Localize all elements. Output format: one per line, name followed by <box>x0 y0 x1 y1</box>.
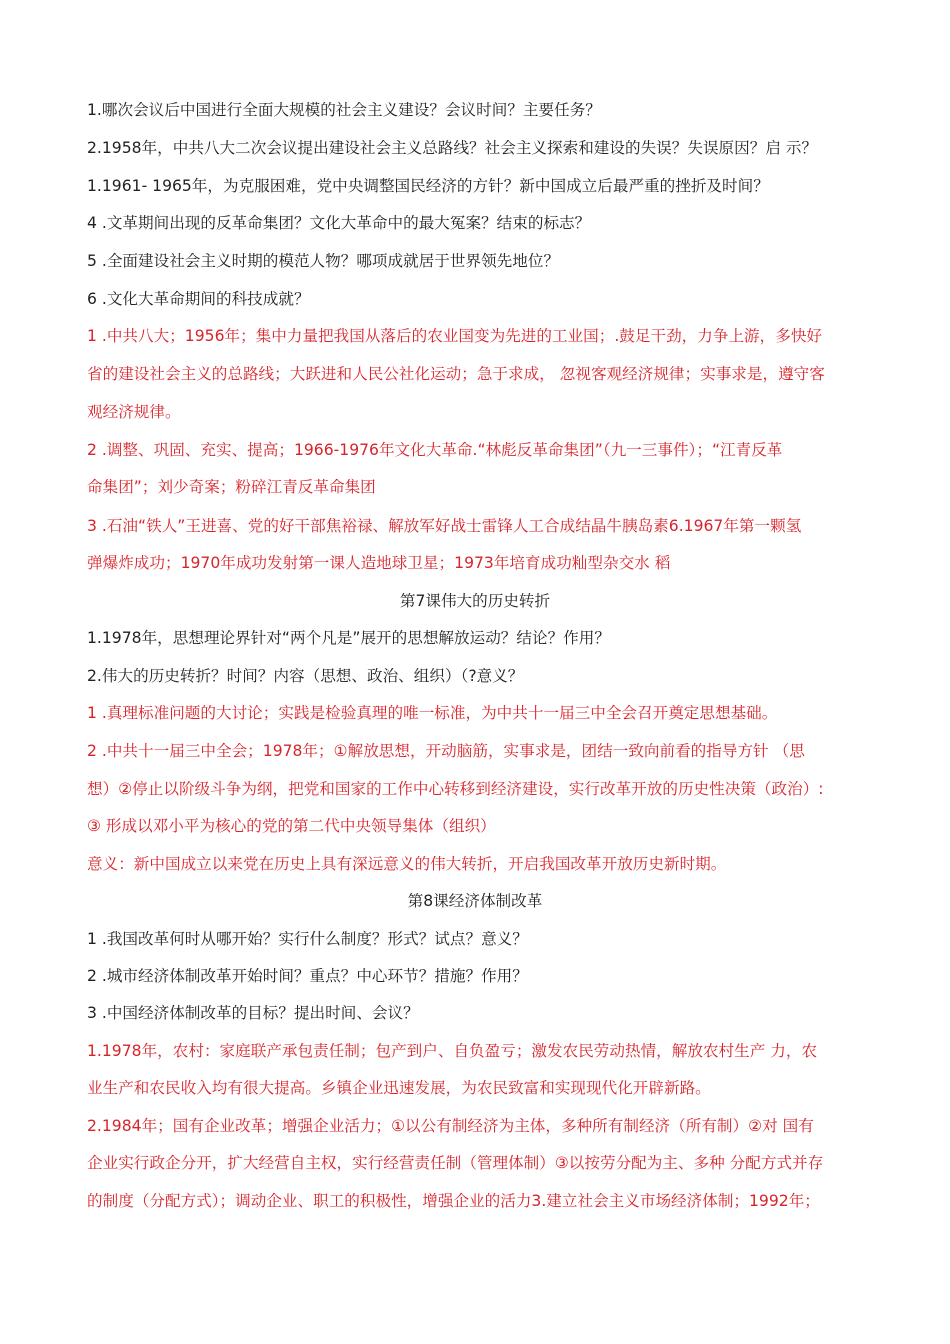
question-line: 3 .中国经济体制改革的目标？提出时间、会议？ <box>87 1004 419 1022</box>
question-line: 5 .全面建设社会主义时期的模范人物？哪项成就居于世界领先地位？ <box>87 252 560 270</box>
answer-line: 1.1978年，农村：家庭联产承包责任制；包产到户、自负盈亏；激发农民劳动热情，解放农村生产 力，农 <box>87 1042 818 1060</box>
answer-line: 2 .中共十一届三中全会；1978年；①解放思想，开动脑筋，实事求是，团结一致向前看的指导方针 （思 <box>87 742 805 760</box>
question-line: 1.哪次会议后中国进行全面大规模的社会主义建设？会议时间？主要任务？ <box>87 101 601 119</box>
question-line: 1.1961- 1965年，为克服困难，党中央调整国民经济的方针？新中国成立后最严重的挫折及时间？ <box>87 177 769 195</box>
answer-line: 的制度（分配方式）；调动企业、职工的积极性，增强企业的活力3.建立社会主义市场经济体制；1992年； <box>87 1192 820 1210</box>
answer-line: 企业实行政企分开，扩大经营自主权，实行经营责任制（管理体制）③以按劳分配为主、多种 分配方式并存 <box>87 1154 824 1172</box>
answer-line: 省的建设社会主义的总路线；大跃进和人民公社化运动；急于求成， 忽视客观经济规律；实事求是，遵守客 <box>87 365 825 383</box>
question-line: 2 .城市经济体制改革开始时间？重点？中心环节？措施？作用？ <box>87 967 528 985</box>
answer-line: 观经济规律。 <box>87 403 181 421</box>
answer-line: 业生产和农民收入均有很大提高。乡镇企业迅速发展，为农民致富和实现现代化开辟新路。 <box>87 1079 711 1097</box>
answer-line: 1 .中共八大；1956年；集中力量把我国从落后的农业国变为先进的工业国；.鼓足干劲，力争上游，多快好 <box>87 327 823 345</box>
answer-line: 2.1984年；国有企业改革；增强企业活力；①以公有制经济为主体，多种所有制经济（所有制）②对 国有 <box>87 1117 814 1135</box>
question-line: 2.1958年，中共八大二次会议提出建设社会主义总路线？社会主义探索和建设的失误？失误原因？启 示？ <box>87 139 818 157</box>
section-heading: 第7课伟大的历史转折 <box>399 592 551 610</box>
question-line: 6 .文化大革命期间的科技成就？ <box>87 290 310 308</box>
answer-line: ③ 形成以邓小平为核心的党的第二代中央领导集体（组织） <box>87 817 496 835</box>
question-line: 4 .文革期间出现的反革命集团？文化大革命中的最大冤案？结束的标志？ <box>87 214 591 232</box>
answer-line: 1 .真理标准问题的大讨论；实践是检验真理的唯一标准，为中共十一届三中全会召开奠定思想基础。 <box>87 704 778 722</box>
answer-line: 意义：新中国成立以来党在历史上具有深远意义的伟大转折，开启我国改革开放历史新时期。 <box>87 855 727 873</box>
question-line: 1 .我国改革何时从哪开始？实行什么制度？形式？试点？意义？ <box>87 930 528 948</box>
question-line: 2.伟大的历史转折？时间？内容（思想、政治、组织）（?意义？ <box>87 667 524 685</box>
section-heading: 第8课经济体制改革 <box>407 892 543 910</box>
answer-line: 弹爆炸成功；1970年成功发射第一课人造地球卫星；1973年培育成功籼型杂交水 稻 <box>87 554 671 572</box>
answer-line: 命集团”；刘少奇案；粉碎江青反革命集团 <box>87 478 376 496</box>
answer-line: 2 .调整、巩固、充实、提高；1966-1976年文化大革命.“林彪反革命集团”（九一三事件）；“江青反革 <box>87 441 783 459</box>
answer-line: 想）②停止以阶级斗争为纲，把党和国家的工作中心转移到经济建设，实行改革开放的历史性决策（政治）: <box>87 780 824 798</box>
question-line: 1.1978年，思想理论界针对“两个凡是”展开的思想解放运动？结论？作用？ <box>87 629 610 647</box>
answer-line: 3 .石油“铁人”王进喜、党的好干部焦裕禄、解放军好战士雷锋人工合成结晶牛胰岛素6.1967年第一颗氢 <box>87 517 802 535</box>
